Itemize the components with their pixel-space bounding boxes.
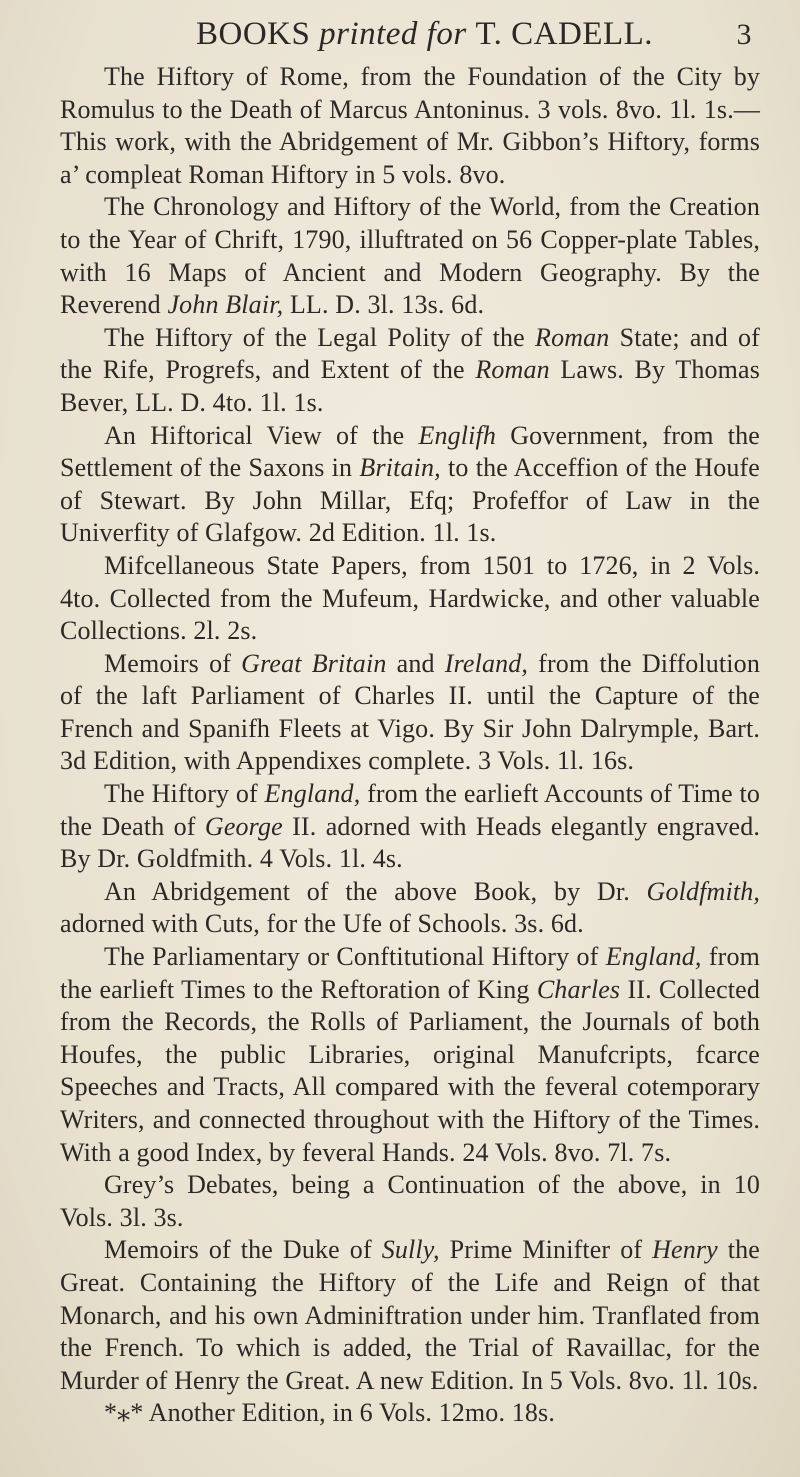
- header-title-middle: printed for: [319, 16, 467, 52]
- catalogue-entry: [60, 778, 760, 876]
- entry-text: adorned with Cuts, for the Ufe of Schools. 3s. 6d.: [60, 909, 584, 939]
- entry-italic-text: Goldfmith,: [646, 876, 760, 906]
- entry-text: An Abridgement of the above Book, by Dr.: [104, 876, 647, 906]
- catalogue-entry: [60, 550, 760, 648]
- entry-text: Government, from the Settlement of the Saxons in: [60, 420, 760, 483]
- entry-text: The Chronology and Hiftory of the World, from the Creation to the Year of Chrift, 1790, illuftrated on 56 Copper-plate Tables, with 16 Maps of Ancient and Modern Geography. By the Reverend: [60, 192, 760, 320]
- entry-italic-text: Henry: [652, 1235, 718, 1265]
- entry-text: State; and of the Rife, Progrefs, and Extent of the: [60, 322, 760, 385]
- entry-text: and: [386, 648, 445, 678]
- entry-italic-text: George: [204, 811, 283, 841]
- entry-italic-text: Englifh: [418, 420, 497, 450]
- catalogue-entry: [60, 876, 760, 941]
- entry-italic-text: England,: [264, 779, 361, 809]
- entry-text: from the earlieft Accounts of Time to the Death of: [60, 779, 760, 841]
- catalogue-entry: [60, 648, 760, 778]
- entry-italic-text: Britain,: [359, 453, 441, 483]
- catalogue-entry: [60, 1397, 760, 1430]
- page-number: 3: [736, 18, 752, 51]
- entry-text: Memoirs of the Duke of: [104, 1235, 382, 1265]
- entry-italic-text: Roman: [475, 355, 550, 385]
- entry-text: *⁎* Another Edition, in 6 Vols. 12mo. 18s.: [104, 1398, 555, 1428]
- entry-text: The Hiftory of Rome, from the Foundation of the City by Romulus to the Death of Marcus Antoninus. 3 vols. 8vo. 1l. 1s.—This work, with the Abridgement of Mr. Gibbon’s Hiftory, forms a’ compleat Roman Hiftory in 5 vols. 8vo.: [60, 62, 760, 189]
- catalogue-entries: [60, 61, 760, 1430]
- entry-italic-text: Great Britain: [241, 648, 387, 678]
- entry-italic-text: John Blair,: [167, 290, 284, 320]
- entry-text: from the earlieft Times to the Reftoration of King: [60, 942, 760, 1004]
- entry-text: An Hiftorical View of the: [104, 420, 419, 450]
- header-title: [196, 14, 653, 54]
- entry-text: to the Acceffion of the Houfe of Stewart. By John Millar, Efq; Profeffor of Law in the Univerfity of Glafgow. 2d Edition. 1l. 1s.: [60, 453, 760, 548]
- running-header: [60, 14, 760, 55]
- entry-text: II. adorned with Heads elegantly engraved. By Dr. Goldfmith. 4 Vols. 1l. 4s.: [60, 811, 760, 874]
- catalogue-entry: [60, 322, 760, 420]
- entry-text: II. Collected from the Records, the Rolls of Parliament, the Journals of both Houfes, the public Libraries, original Manufcripts, fcarce Speeches and Tracts, All compared with the feveral cotemporary Writers, and connected throughout with the Hiftory of the Times. With a good Index, by feveral Hands. 24 Vols. 8vo. 7l. 7s.: [60, 974, 760, 1167]
- entry-text: The Hiftory of the Legal Polity of the: [104, 322, 536, 352]
- entry-text: Memoirs of: [104, 648, 242, 678]
- entry-text: The Hiftory of: [104, 779, 265, 809]
- catalogue-entry: [60, 941, 760, 1169]
- header-title-prefix: BOOKS: [196, 16, 311, 52]
- entry-text: Grey’s Debates, being a Continuation of the above, in 10 Vols. 3l. 3s.: [60, 1170, 760, 1232]
- entry-text: from the Diffolution of the laft Parliament of Charles II. until the Capture of the French and Spanifh Fleets at Vigo. By Sir John Dalrymple, Bart. 3d Edition, with Appendixes complete. 3 Vols. 1l. 16s.: [60, 648, 760, 776]
- entry-text: LL. D. 3l. 13s. 6d.: [283, 290, 485, 320]
- entry-text: Laws. By Thomas Bever, LL. D. 4to. 1l. 1s.: [60, 355, 761, 417]
- entry-text: Prime Minifter of: [439, 1235, 653, 1265]
- header-title-suffix: T. CADELL.: [475, 16, 654, 52]
- entry-italic-text: Ireland,: [444, 648, 529, 678]
- catalogue-entry: [60, 1234, 760, 1397]
- entry-italic-text: England,: [605, 942, 702, 972]
- catalogue-entry: [60, 191, 760, 321]
- catalogue-entry: [60, 61, 760, 191]
- catalogue-entry: [60, 420, 760, 550]
- entry-italic-text: Roman: [535, 322, 610, 352]
- entry-text: the Great. Containing the Hiftory of the Life and Reign of that Monarch, and his own Adminiftration under him. Tranflated from the French. To which is added, the Trial of Ravaillac, for the Murder of Henry the Great. A new Edition. In 5 Vols. 8vo. 1l. 10s.: [60, 1235, 760, 1395]
- entry-text: The Parliamentary or Conftitutional Hiftory of: [104, 942, 606, 972]
- entry-italic-text: Charles: [536, 974, 621, 1004]
- catalogue-entry: [60, 1169, 760, 1234]
- entry-italic-text: Sully,: [381, 1235, 440, 1265]
- entry-text: Mifcellaneous State Papers, from 1501 to 1726, in 2 Vols. 4to. Collected from the Mufeum, Hardwicke, and other valuable Collections. 2l. 2s.: [60, 550, 760, 646]
